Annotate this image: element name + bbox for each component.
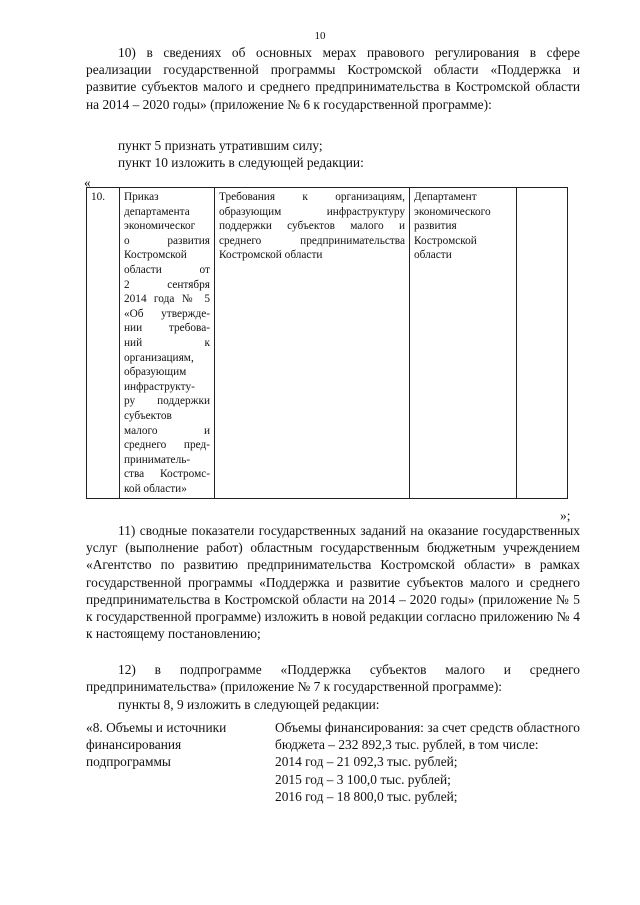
regulation-table [86,187,568,499]
doc-line: департамента [124,205,190,218]
quote-close: »; [560,508,571,523]
doc-line: экономическог [124,220,196,233]
doc-line: области от [124,263,210,276]
page-number: 10 [314,30,326,42]
cell-document [120,188,215,499]
line-item-10: пункт 10 изложить в следующей редакции: [118,155,364,170]
doc-line: субъектов [124,409,172,422]
financing-total: Объемы финансирования: за счет средств областного бюджета – 232 892,3 тыс. рублей, в том числе: [275,720,580,753]
financing-year-2015: 2015 год – 3 100,0 тыс. рублей; [275,771,451,787]
table-row [87,188,568,499]
doc-line: малого и [124,424,210,437]
doc-line: среднего пред- [124,439,210,452]
line-items-8-9: пункты 8, 9 изложить в следующей редакции: [118,697,380,712]
cell-subject: Требования к организациям, образующим инфраструктуру поддержки субъектов малого и среднего предпринимательства Костромской области [215,188,410,499]
doc-line: приниматель- [124,453,191,466]
doc-line: инфраструкту- [124,380,195,393]
line-item-5: пункт 5 признать утратившим силу; [118,138,323,153]
paragraph-10: 10) в сведениях об основных мерах правового регулирования в сфере реализации государственной программы Костромской области «Поддержка и развитие субъектов малого и среднего предпринимательства в Костромской области на 2014 – 2020 годы» (приложение № 6 к государственной программе): [86,45,580,112]
doc-line: 2014 года № 5 [124,293,210,306]
doc-line: ства Костромс- [124,468,210,481]
doc-line: организациям, [124,351,194,364]
doc-line: ний к [124,336,210,349]
doc-line: образующим [124,366,187,379]
paragraph-11: 11) сводные показатели государственных заданий на оказание государственных услуг (выполнение работ) областным государственным бюджетным учреждением «Агентство по развитию предпринимательства Костромской области» в рамках государственной программы «Поддержка и развитие субъектов малого и среднего предпринимательства в Костромской области на 2014 – 2020 годы» (приложение № 5 к государственной программе) изложить в новой редакции согласно приложению № 4 к настоящему постановлению; [86,523,580,642]
financing-year-2016: 2016 год – 18 800,0 тыс. рублей; [275,788,458,804]
financing-details [275,719,580,805]
doc-line: ру поддержки [124,395,210,408]
quote-open: « [84,175,91,190]
paragraph-12: 12) в подпрограмме «Поддержка субъектов малого и среднего предпринимательства» (приложение № 7 к государственной программе): [86,662,580,695]
doc-line: нии требова- [124,322,210,335]
financing-year-2014: 2014 год – 21 092,3 тыс. рублей; [275,754,458,770]
financing-label: «8. Объемы и источники финансирования подпрограммы [86,720,227,769]
cell-executor: Департамент экономического развития Костромской области [410,188,517,499]
cell-empty [517,188,568,499]
doc-line: 2 сентября [124,278,210,291]
doc-line: кой области» [124,482,187,495]
doc-line: Костромской [124,249,187,262]
cell-number: 10. [87,188,120,499]
doc-line: «Об утвержде- [124,307,210,320]
doc-line: Приказ [124,191,159,203]
doc-line: о развития [124,234,210,247]
